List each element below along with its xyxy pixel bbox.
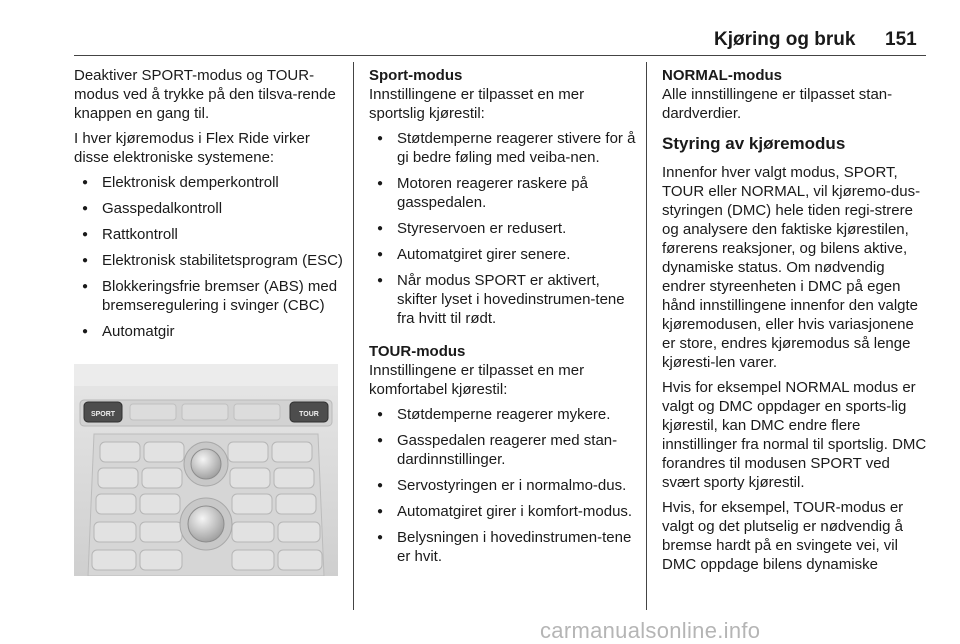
- header-rule: [74, 55, 926, 56]
- page-title: Kjøring og bruk: [714, 29, 856, 50]
- list-item: ● Elektronisk demperkontroll: [74, 173, 344, 192]
- list-item: ● Gasspedalkontroll: [74, 199, 344, 218]
- tour-button-label: TOUR: [299, 411, 319, 418]
- list-item: ● Støtdemperne reagerer mykere.: [369, 405, 637, 424]
- list-item: ● Styreservoen er redusert.: [369, 219, 637, 238]
- list-item: ● Blokkeringsfrie bremser (ABS) med bremseregulering i svinger (CBC): [74, 277, 344, 315]
- list-item: ● Belysningen i hovedinstrumen-tene er hvit.: [369, 528, 637, 566]
- tour-mode-heading: TOUR-modus: [369, 343, 466, 360]
- tour-mode-list: [369, 405, 637, 566]
- footer-watermark: carmanualsonline.info: [540, 618, 761, 643]
- systems-list: [74, 173, 344, 341]
- list-item: ● Gasspedalen reagerer med stan-dardinnstillinger.: [369, 431, 637, 469]
- paragraph: Innstillingene er tilpasset en mer sportslig kjørestil:: [369, 86, 585, 122]
- paragraph: Innenfor hver valgt modus, SPORT, TOUR eller NORMAL, vil kjøremo-dus-styringen (DMC) hele tiden regi-strere og analysere den faktiske kjørestilen, førerens reaksjoner, og bilens aktive, dynamiske status. Om nødvendig endrer styreenheten i DMC på egen hånd innstillingene innenfor den valgte kjøremodusen, eller hvis variasjonene er store, endres kjøremodus så lenge kjøresti-len varer.: [662, 164, 921, 371]
- sport-mode-heading: Sport-modus: [369, 67, 463, 84]
- paragraph: Innstillingene er tilpasset en mer komfortabel kjørestil:: [369, 362, 585, 398]
- paragraph: Hvis, for eksempel, TOUR-modus er valgt og det plutselig er nødvendig å bremse hardt på en svingete vei, vil DMC oppdage bilens dynamiske: [662, 499, 904, 573]
- list-item: ● Rattkontroll: [74, 225, 344, 244]
- paragraph: Deaktiver SPORT-modus og TOUR-modus ved å trykke på den tilsva-rende knappen en gang til.: [74, 67, 336, 122]
- console-photo: [74, 364, 338, 576]
- upper-knob: [191, 449, 221, 479]
- list-item: ● Automatgir: [74, 322, 344, 341]
- paragraph: Hvis for eksempel NORMAL modus er valgt og DMC oppdager en sports-lig kjørestil, kan DMC endre flere innstillinger fra normal til sportslig. DMC forandres til modusen SPORT ved svært sporty kjørestil.: [662, 379, 927, 491]
- list-item: ● Automatgiret girer senere.: [369, 245, 637, 264]
- section-heading: Styring av kjøremodus: [662, 134, 846, 153]
- paragraph: Alle innstillingene er tilpasset stan-dardverdier.: [662, 86, 893, 122]
- normal-mode-heading: NORMAL-modus: [662, 67, 782, 84]
- column-2: [369, 66, 637, 574]
- list-item: ● Når modus SPORT er aktivert, skifter lyset i hovedinstrumen-tene fra hvitt til rødt.: [369, 271, 637, 328]
- list-item: ● Elektronisk stabilitetsprogram (ESC): [74, 251, 344, 270]
- list-item: ● Motoren reagerer raskere på gasspedalen.: [369, 174, 637, 212]
- list-item: ● Støtdemperne reagerer stivere for å gi bedre føling med veiba-nen.: [369, 129, 637, 167]
- page-header: [0, 0, 960, 56]
- sport-mode-list: [369, 129, 637, 328]
- paragraph: I hver kjøremodus i Flex Ride virker disse elektroniske systemene:: [74, 130, 310, 166]
- list-item: ● Automatgiret girer i komfort-modus.: [369, 502, 637, 521]
- lower-knob: [188, 506, 224, 542]
- column-divider-1: [353, 62, 354, 610]
- column-3: [662, 66, 928, 580]
- page-number: 151: [885, 29, 917, 50]
- column-1: [74, 66, 344, 349]
- list-item: ● Servostyringen er i normalmo-dus.: [369, 476, 637, 495]
- sport-button-label: SPORT: [90, 411, 116, 418]
- column-divider-2: [646, 62, 647, 610]
